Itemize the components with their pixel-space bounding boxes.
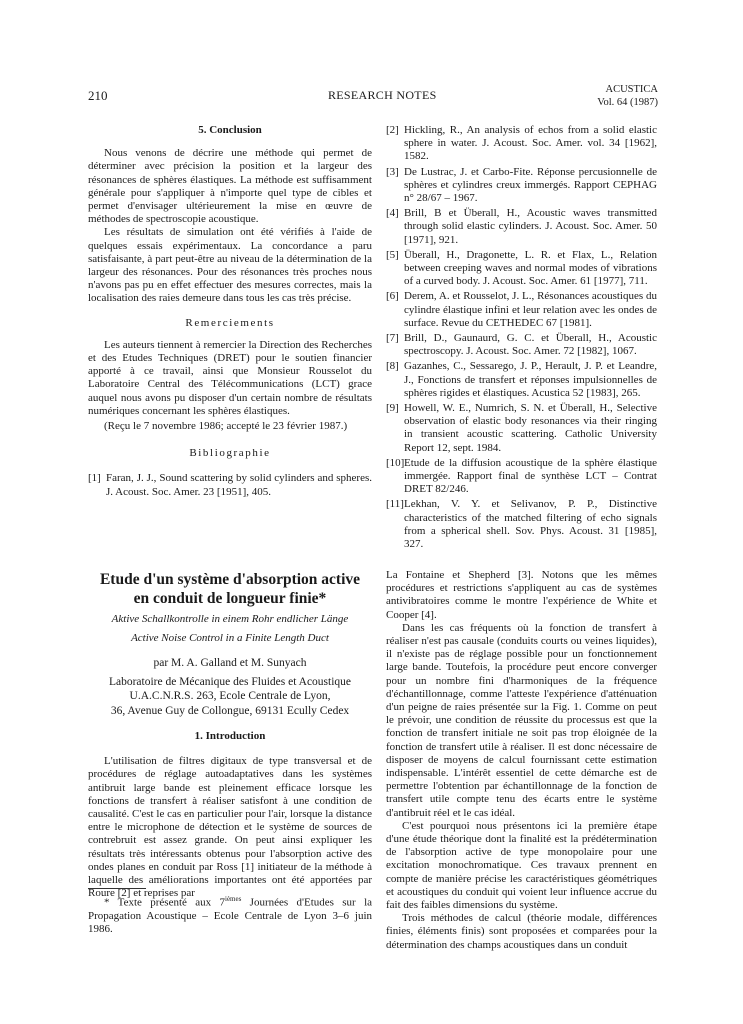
article-title-line: Etude d'un système d'absorption active xyxy=(99,571,361,588)
running-head: RESEARCH NOTES xyxy=(328,88,437,102)
bibliography-list-left xyxy=(88,472,372,498)
reference-text: Brill, B et Überall, H., Acoustic waves transmitted through solid elastic cylinders. J. Acoust. Soc. Amer. 50 [1971], 921. xyxy=(404,207,657,246)
reference-item xyxy=(386,166,657,206)
reference-text: Howell, W. E., Numrich, S. N. et Überall, H., Selective observation of elastic body resonances via their ringing in transient acoustic scattering. Catholic University Report 12, sept. 1984. xyxy=(404,402,657,454)
authors: par M. A. Galland et M. Sunyach xyxy=(153,657,307,669)
reference-text: Gazanhes, C., Sessarego, J. P., Herault, J. P. et Leandre, J., Fonctions de transfert et réponses impulsionnelles de sphères rigides et élastiques. Acustica 52 [1983], 265. xyxy=(404,360,657,399)
reference-text: Überall, H., Dragonette, L. R. et Flax, L., Relation between creeping waves and normal modes of vibrations of a curved body. J. Acoust. Soc. Amer. 61 [1977], 711. xyxy=(404,248,657,288)
reference-item xyxy=(386,290,657,330)
body-paragraph: Trois méthodes de calcul (théorie modale, différences finies, éléments finis) sont proposées et comparées pour la détermination des champs acoustiques dans un conduit xyxy=(386,912,657,951)
journal-info xyxy=(597,83,658,109)
affiliation-line: U.A.C.N.R.S. 263, Ecole Centrale de Lyon, xyxy=(129,690,331,702)
reference-number: [8] xyxy=(386,360,399,373)
conclusion-paragraph: Les résultats de simulation ont été vérifiés à l'aide de quelques essais expérimentaux. La concordance a paru satisfaisante, à part peut-être au niveau de la détermination de la largeur des résonances. Pour des résonances très proches nous n'avons pas pu en effet effectuer des mesures correctes, mais la localisation des raies demeure dans tous les cas très précise. xyxy=(88,226,372,305)
reference-item xyxy=(386,457,657,497)
reference-number: [5] xyxy=(386,248,399,261)
reference-text: Lekhan, V. Y. et Selivanov, P. P., Distinctive characteristics of the matched filtering of echo signals from a spherical shell. Sov. Phys. Acoust. 31 [1985], 327. xyxy=(404,498,657,551)
conclusion-paragraph: Nous venons de décrire une méthode qui permet de déterminer avec précision la position et la largeur des résonances de sphères élastiques. La méthode est suffisamment générale pour s'appliquer à n'importe quel type de cibles et permet d'envisager ultérieurement la mise en œuvre de méthodes de spectroscopie acoustique. xyxy=(88,147,372,226)
journal-volume: Vol. 64 (1987) xyxy=(597,97,658,108)
reference-number: [7] xyxy=(386,332,399,345)
reference-item xyxy=(386,360,657,400)
bibliography-list-right xyxy=(386,124,657,551)
reference-number: [9] xyxy=(386,402,399,415)
reference-number: [2] xyxy=(386,124,399,136)
reference-text: Brill, D., Gaunaurd, G. C. et Überall, H., Acoustic spectroscopy. J. Acoust. Soc. Amer. 72 [1982], 1067. xyxy=(404,332,657,358)
reference-item xyxy=(386,402,657,455)
introduction-paragraph: L'utilisation de filtres digitaux de type transversal et de procédures de réglage autoadaptatives dans les systèmes antibruit large bande est pleinement efficace lorsque les fonctions de transfert à réaliser satisfont à une condition de causalité. C'est le cas en particulier pour l'air, lorsque la distance entre le microphone de détection et le système de sources de contrebruit est assez grande. On peut ainsi expliquer les résultats très intéressants obtenus pour l'absorption active des ondes planes en conduit par Ross [1] initiateur de la méthode à laquelle des améliorations importantes ont été apportées par Roure [2] et reprises par xyxy=(88,755,372,900)
journal-name: ACUSTICA xyxy=(605,84,658,95)
introduction-heading: 1. Introduction xyxy=(194,730,266,742)
reference-text: De Lustrac, J. et Carbo-Fite. Réponse percusionnelle de sphères et cylindres creux immergés. Rapport CEPHAG n° 28/67 – 1967. xyxy=(404,165,657,205)
subtitle-english: Active Noise Control in a Finite Length Duct xyxy=(131,632,329,644)
reference-item xyxy=(88,472,372,498)
reference-number: [6] xyxy=(386,290,399,303)
bibliography-heading: Bibliographie xyxy=(189,447,271,460)
footnote-superscript: ièmes xyxy=(225,895,242,903)
reference-item xyxy=(386,207,657,247)
reference-item xyxy=(386,332,657,358)
received-date: (Reçu le 7 novembre 1986; accepté le 23 février 1987.) xyxy=(104,420,348,433)
page-number: 210 xyxy=(88,88,108,103)
acknowledgements-heading: Remerciements xyxy=(185,316,275,329)
footnote-rule xyxy=(88,888,146,889)
reference-number: [10] xyxy=(386,456,405,469)
reference-number: [11] xyxy=(386,498,404,511)
conclusion-section xyxy=(88,124,372,501)
affiliation-line: Laboratoire de Mécanique des Fluides et Acoustique xyxy=(108,675,352,688)
reference-item xyxy=(386,249,657,289)
footnote xyxy=(88,893,372,936)
body-paragraph: Dans les cas fréquents où la fonction de transfert à réaliser n'est pas causale (conduits courts ou veines liquides), il n'existe pas de réglage possible pour un fonctionnement large bande. Toutefois, la procédure peut encore converger pour un nombre fini d'harmoniques de la fréquence d'échantillonnage, comme l'atteste l'expérience d'atténuation d'un peigne de raies présentée sur la Fig. 1. Comme on peut le prévoir, une condition de réussite du processus est que la fonction de transfert initiale ne soit pas trop éloignée de la fonction de transfert utile à réaliser. Il est donc nécessaire de disposer de moyens de calcul fournissant cette estimation indispensable. L'intérêt essentiel de cette démarche est de permettre l'obtention par échantillonnage de la fonction de transfert utile compte tenu des écarts entre le système d'antibruit réel et le cas idéal. xyxy=(386,621,657,819)
conclusion-heading: 5. Conclusion xyxy=(198,124,262,136)
reference-number: [4] xyxy=(386,207,399,220)
affiliation-line: 36, Avenue Guy de Collongue, 69131 Ecully Cedex xyxy=(110,704,350,717)
affiliation xyxy=(88,675,372,719)
article-header xyxy=(88,570,372,900)
body-paragraph: La Fontaine et Shepherd [3]. Notons que les mêmes procédures et restrictions s'appliquent au cas de systèmes antivibratoires comme le montre l'expérience de White et Cooper [4]. xyxy=(386,569,657,621)
reference-text: Hickling, R., An analysis of echos from a solid elastic sphere in water. J. Acoust. Soc. Amer. vol. 34 [1962], 1582. xyxy=(404,124,657,163)
body-paragraph: C'est pourquoi nous présentons ici la première étape d'une étude théorique dont la finalité est la prédétermination de l'absorption active de type monopolaire pour une excitation monochromatique. Ces travaux prennent en compte de manière précise les caractéristiques géométriques et acoustiques du conduit qui voient leur influence accrue du fait des faibles dimensions du système. xyxy=(386,819,657,912)
reference-number: [1] xyxy=(88,472,101,485)
acknowledgements-text: Les auteurs tiennent à remercier la Direction des Recherches et des Etudes Techniques (DRET) pour le soutien financier apporté à ce travail, ainsi que Monsieur Rousselot du Laboratoire Central des Télécommunications (LCT) grace auquel nous avons pu disposer d'un certain nombre de résultats numériques concernant les sphères élastiques. xyxy=(88,338,372,417)
reference-item xyxy=(386,498,657,551)
reference-text: Faran, J. J., Sound scattering by solid cylinders and spheres. J. Acoust. Soc. Amer. 23 [1951], 405. xyxy=(106,472,372,498)
footnote-text: * Texte présenté aux 7 xyxy=(104,896,225,909)
reference-item xyxy=(386,124,657,164)
footnote-text: Journées d'Etudes sur la Propagation Acoustique – Ecole Centrale de Lyon 3–6 juin 1986. xyxy=(88,896,373,936)
article-right-column xyxy=(386,569,657,952)
reference-number: [3] xyxy=(386,165,399,178)
bibliography-continued xyxy=(386,124,657,553)
reference-text: Etude de la diffusion acoustique de la sphère élastique immergée. Rapport final de synthèse LCT – Contrat DRET 82/246. xyxy=(404,456,657,496)
article-title-line: en conduit de longueur finie* xyxy=(133,590,327,607)
article-title xyxy=(88,570,372,608)
reference-text: Derem, A. et Rousselot, J. L., Résonances acoustiques du cylindre élastique infini et leur relation avec les ondes de surface. Revue du CETHEDEC 67 [1981]. xyxy=(404,290,657,329)
subtitle-german: Aktive Schallkontrolle in einem Rohr endlicher Länge xyxy=(111,613,349,625)
